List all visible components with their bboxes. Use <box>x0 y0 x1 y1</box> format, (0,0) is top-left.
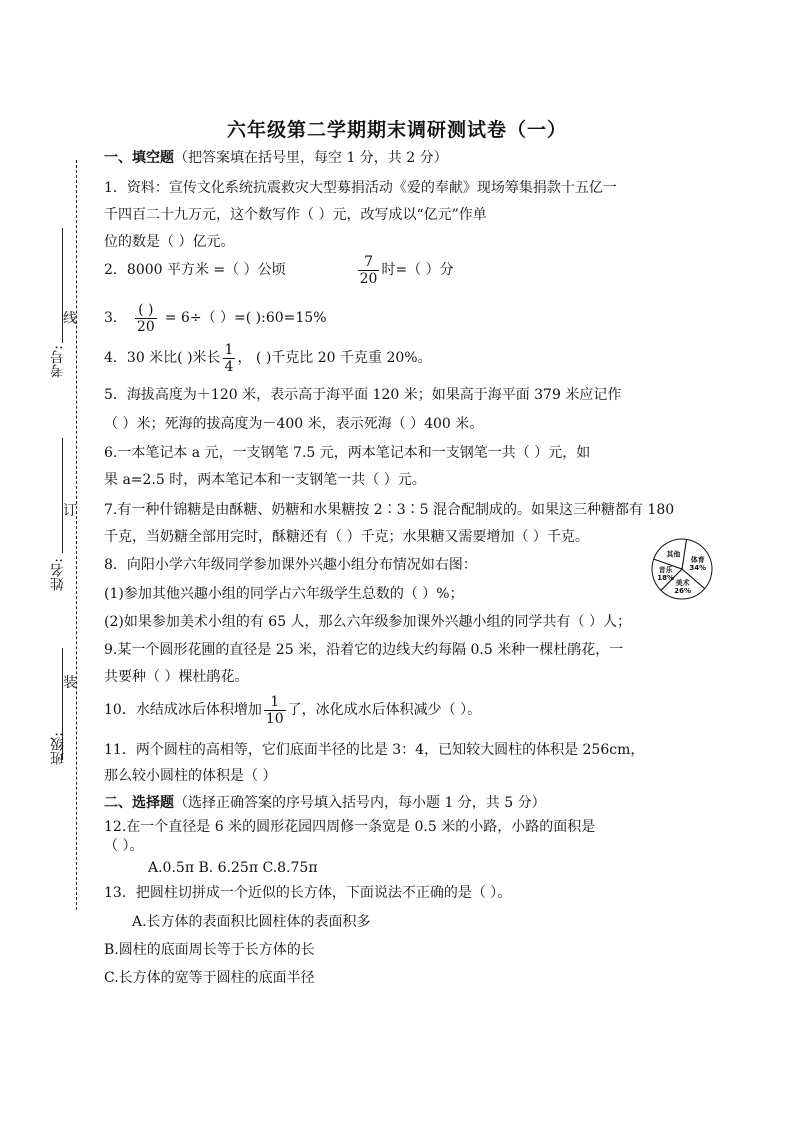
q2-text-b: 时=（ ）分 <box>381 262 454 278</box>
q6-line2: 果 a=2.5 时，两本笔记本和一支钢笔一共（ ）元。 <box>104 472 426 488</box>
q3-line: 3． $\frac{( )}{20}$ = 6÷（ ）=( ):60=15% <box>104 301 327 335</box>
q12-line1: 12.在一个直径是 6 米的圆形花园四周修一条宽是 0.5 米的小路，小路的面积是 <box>104 819 596 835</box>
banji-label: 班级: <box>50 732 66 765</box>
q12-options: A.0.5π B. 6.25π C.8.75π <box>148 860 318 876</box>
xian-mark: 线 <box>63 311 77 327</box>
q10-fraction: $\frac{1}{10}$ <box>265 693 284 727</box>
q8-line1: 8．向阳小学六年级同学参加课外兴趣小组分布情况如右图： <box>104 557 477 573</box>
q13-stem: 13．把圆柱切拼成一个近似的长方体，下面说法不正确的是（ ）。 <box>104 885 512 901</box>
section1-heading: 一、填空题（把答案填在括号里，每空 1 分，共 2 分） <box>104 150 448 166</box>
q5-line2: （ ）米；死海的拔高度为－400 米，表示死海（ ）400 米。 <box>104 416 484 432</box>
q10-line: 10．水结成冰后体积增加 $\frac{1}{10}$ 了，冰化成水后体积减少（ ）。 <box>104 693 482 727</box>
q7-line1: 7.有一种什锦糖是由酥糖、奶糖和水果糖按 2∶3∶5 混合配制成的。如果这三种糖都有 180 <box>104 502 675 518</box>
q8-line2: (1)参加其他兴趣小组的同学占六年级学生总数的（ ）%； <box>104 586 464 602</box>
section2-heading: 二、选择题（选择正确答案的序号填入括号内，每小题 1 分，共 5 分） <box>104 795 546 811</box>
interest-group-pie-chart <box>650 537 714 601</box>
q13-option-a: A.长方体的表面积比圆柱体的表面积多 <box>132 914 371 930</box>
q2-text-a: 2．8000 平方米 =（ ）公顷 <box>104 262 286 278</box>
q6-line1: 6.一本笔记本 a 元，一支钢笔 7.5 元，两本笔记本和一支钢笔一共（ ）元，如 <box>104 445 591 461</box>
q9-line1: 9.某一个圆形花圃的直径是 25 米，沿着它的边线大约每隔 0.5 米种一棵杜鹃花，一 <box>104 642 624 658</box>
cut-line <box>76 160 77 910</box>
q8-line3: (2)如果参加美术小组的有 65 人，那么六年级参加课外兴趣小组的同学共有（ ）人； <box>104 614 631 630</box>
q13-option-b: B.圆柱的底面周长等于长方体的长 <box>104 942 315 958</box>
q1-line1: 1．资料：宣传文化系统抗震救灾大型募捐活动《爱的奉献》现场筹集捐款十五亿一 <box>104 180 617 196</box>
pie-label-1: 美术 <box>675 578 690 587</box>
pie-value-label-2: 18% <box>657 573 675 582</box>
ding-mark: 订 <box>63 503 77 519</box>
xingming-label: 姓名: <box>50 558 66 591</box>
pie-label-3: 其他 <box>666 550 681 559</box>
q4-line: 4．30 米比( )米长 $\frac{1}{4}$ ， ( )千克比 20 千克重 20%。 <box>104 341 432 375</box>
pie-label-0: 体育 <box>690 556 705 565</box>
page-title: 六年级第二学期期末调研测试卷（一） <box>226 119 567 141</box>
q3-fraction: $\frac{( )}{20}$ <box>136 301 155 335</box>
q11-line2: 那么较小圆柱的体积是（ ） <box>104 768 277 784</box>
pie-value-label-1: 26% <box>674 586 692 595</box>
kaohao-label: 考号: <box>50 345 66 378</box>
q2-fraction: $\frac{7}{20}$ <box>359 253 378 287</box>
q7-line2: 千克，当奶糖全部用完时，酥糖还有（ ）千克；水果糖又需要增加（ ）千克。 <box>104 529 589 545</box>
q1-line3: 位的数是（ ）亿元。 <box>104 234 235 250</box>
xingming-blank <box>62 438 63 553</box>
q12-line2: （ ）。 <box>104 838 144 854</box>
q11-line1: 11．两个圆柱的高相等，它们底面半径的比是 3：4，已知较大圆柱的体积是 256cm， <box>104 742 645 758</box>
zhuang-mark: 装 <box>63 675 77 691</box>
q5-line1: 5．海拔高度为＋120 米，表示高于海平面 120 米；如果高于海平面 379 米应记作 <box>104 387 622 403</box>
q13-option-c: C.长方体的宽等于圆柱的底面半径 <box>104 970 315 986</box>
pie-value-label-0: 34% <box>689 564 707 573</box>
q9-line2: 共要种（ ）棵杜鹃花。 <box>104 669 249 685</box>
q1-line2: 千四百二十九万元，这个数写作（ ）元，改写成以“亿元”作单 <box>104 207 487 223</box>
q2-line <box>104 252 454 288</box>
q4-fraction: $\frac{1}{4}$ <box>224 341 234 375</box>
pie-label-2: 音乐 <box>658 565 673 574</box>
